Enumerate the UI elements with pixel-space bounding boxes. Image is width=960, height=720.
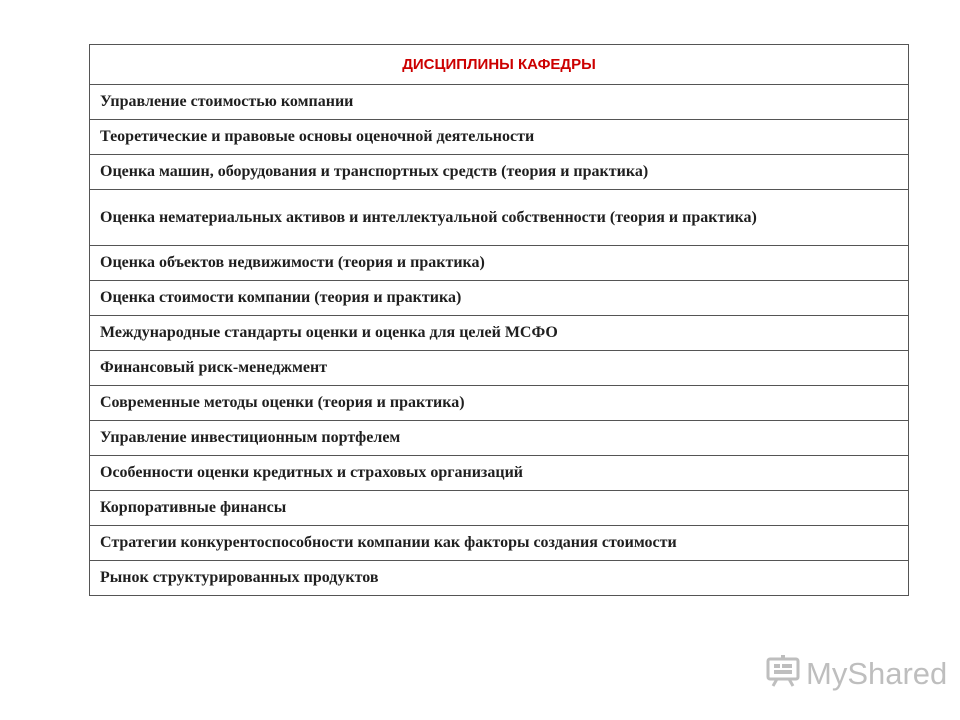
watermark-logo [766,655,947,692]
table-row [90,561,909,596]
watermark-text: MyShared [806,655,948,691]
table-row [90,351,909,386]
table-row [90,526,909,561]
table-header-row [90,45,909,85]
table-cell: Управление инвестиционным портфелем [90,421,909,456]
table-cell: Оценка стоимости компании (теория и практика) [90,281,909,316]
table-cell: Международные стандарты оценки и оценка для целей МСФО [90,316,909,351]
table-cell: Особенности оценки кредитных и страховых организаций [90,456,909,491]
table-row [90,85,909,120]
table-row [90,190,909,246]
table-row [90,386,909,421]
table-cell: Оценка машин, оборудования и транспортных средств (теория и практика) [90,155,909,190]
table-cell: Финансовый риск-менеджмент [90,351,909,386]
table-row [90,120,909,155]
disciplines-table-container [89,44,909,596]
table-cell: Оценка объектов недвижимости (теория и практика) [90,246,909,281]
table-cell: Современные методы оценки (теория и практика) [90,386,909,421]
table-row [90,491,909,526]
table-row [90,456,909,491]
table-row [90,281,909,316]
table-row [90,246,909,281]
table-cell: Оценка нематериальных активов и интеллектуальной собственности (теория и практика) [90,190,909,246]
table-header: ДИСЦИПЛИНЫ КАФЕДРЫ [90,45,909,85]
table-cell: Рынок структурированных продуктов [90,561,909,596]
disciplines-table [89,44,909,596]
table-cell: Теоретические и правовые основы оценочной деятельности [90,120,909,155]
table-cell: Управление стоимостью компании [90,85,909,120]
table-row [90,316,909,351]
table-row [90,421,909,456]
presentation-screen-icon [766,655,800,692]
table-cell: Стратегии конкурентоспособности компании как факторы создания стоимости [90,526,909,561]
table-cell: Корпоративные финансы [90,491,909,526]
table-row [90,155,909,190]
